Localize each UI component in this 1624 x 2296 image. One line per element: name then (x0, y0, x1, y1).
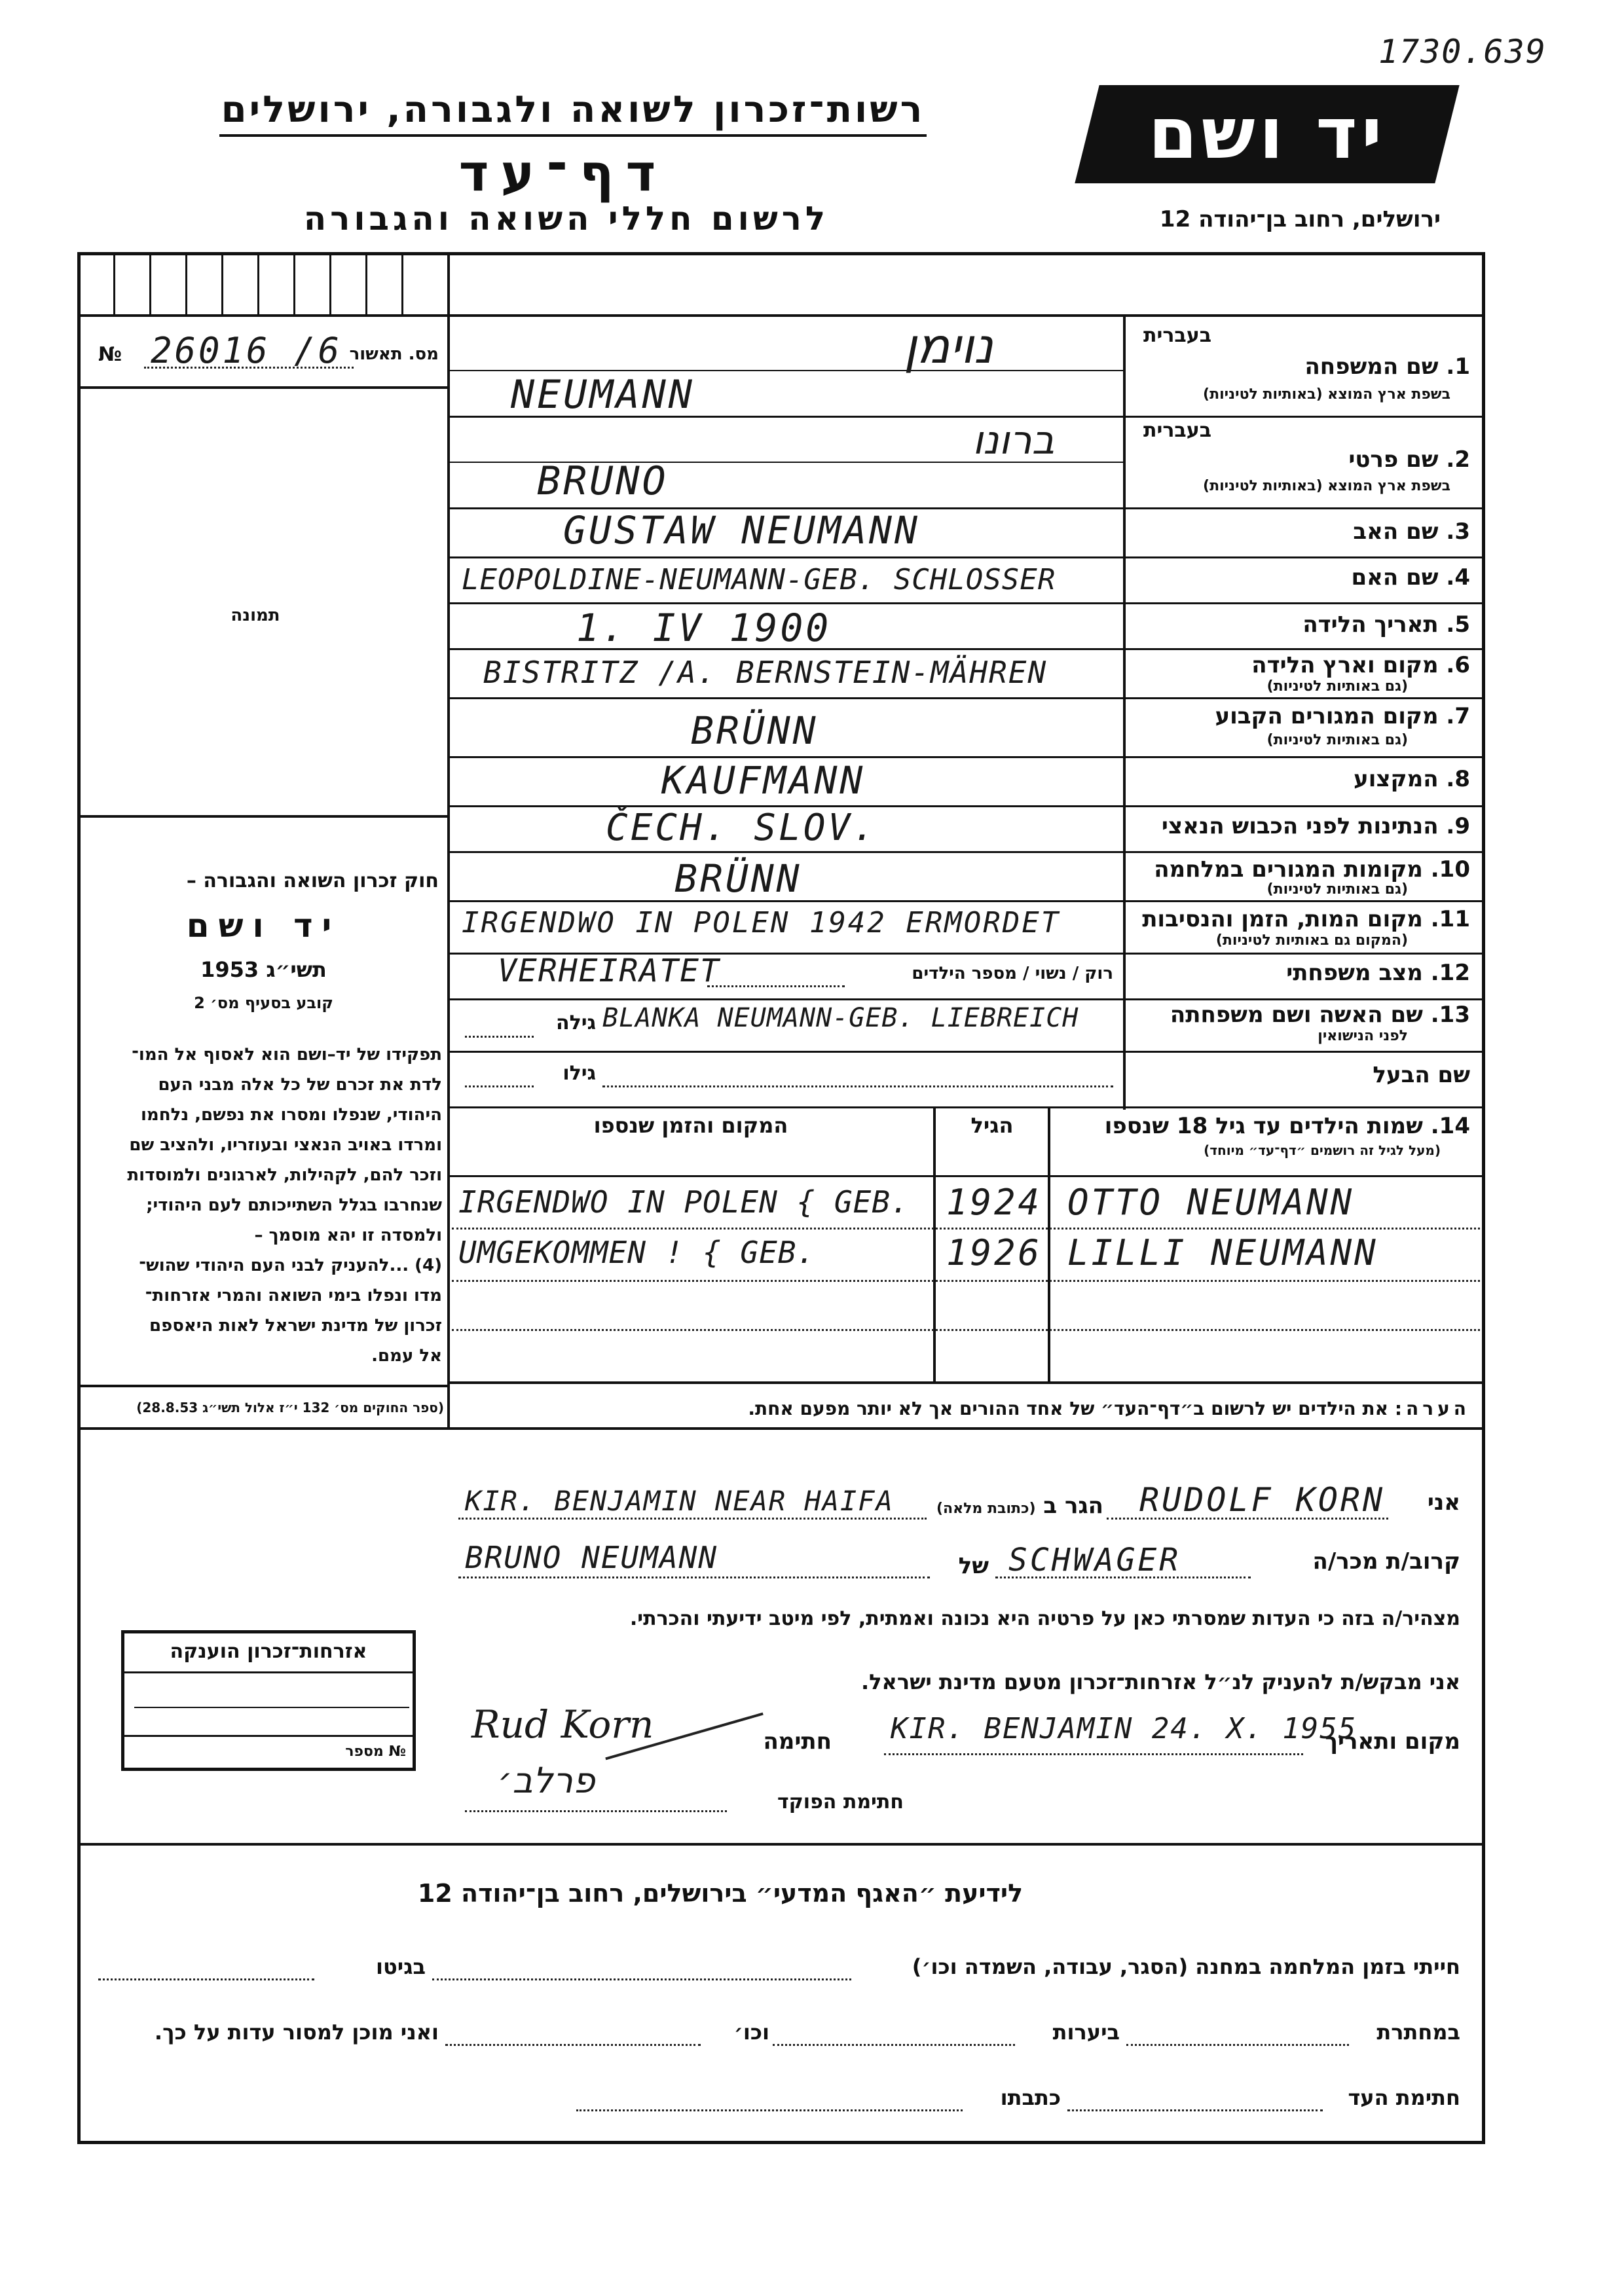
approval-label: מס. תאשור (349, 344, 439, 364)
field-1-number: 1. (1446, 354, 1470, 380)
field-6-number: 6. (1446, 652, 1470, 678)
residence-value[interactable]: BRÜNN (691, 708, 819, 753)
field-8-number: 8. (1446, 766, 1470, 792)
field-11-number: 11. (1430, 906, 1470, 932)
declarant-address-value[interactable]: KIR. BENJAMIN NEAR HAIFA (465, 1485, 894, 1517)
stamp-number-label (124, 1743, 406, 1760)
law-text-line: מדו ונפלו בימי השואה והמרי אזרחות־ (145, 1286, 442, 1305)
declaration-ani: אני (1427, 1489, 1460, 1516)
children-number: 14. (1430, 1113, 1470, 1139)
child-name-value[interactable]: OTTO NEUMANN (1067, 1182, 1355, 1223)
field-1-label-text: שם המשפחה (1304, 354, 1439, 380)
law-text-line: ומרדו באויב הנאצי ובעוזריו, ולהציב שם (129, 1135, 442, 1155)
death-place-value[interactable]: IRGENDWO IN POLEN 1942 ERMORDET (462, 906, 1061, 939)
field-11-label (1130, 906, 1470, 932)
authority-title: רשות־זכרון לשואה ולגבורה, ירושלים (221, 88, 925, 131)
husband-age-label: גילו (563, 1062, 596, 1085)
wife-name-value[interactable]: BLANKA NEUMANN-GEB. LIEBREICH (602, 1003, 1079, 1033)
law-text-line: (4) ...להעניק לבני העם היהודי שהוש־ (139, 1256, 442, 1275)
child-age-value[interactable]: 1924 (946, 1182, 1043, 1223)
children-title (1054, 1113, 1470, 1139)
place-date-value[interactable]: KIR. BENJAMIN 24. X. 1955 (891, 1712, 1357, 1745)
field-7-label (1130, 703, 1470, 729)
child-place-value[interactable]: UMGEKOMMEN ! { GEB. (458, 1235, 816, 1270)
field-5-number: 5. (1446, 611, 1470, 638)
bottom-line1-end: בגיטו (376, 1954, 426, 1979)
father-name-value[interactable]: GUSTAW NEUMANN (563, 508, 920, 553)
officer-signature-label: חתימת הפוקד (777, 1791, 904, 1813)
field-4-label (1130, 564, 1470, 591)
field-3-label (1130, 519, 1470, 545)
child-name-value[interactable]: LILLI NEUMANN (1067, 1232, 1378, 1273)
table-row (452, 1182, 1480, 1228)
child-age-value[interactable]: 1926 (946, 1232, 1043, 1273)
law-text-line: היהודי, שנפלו ומסרו את נפשם, נלחמו (140, 1105, 442, 1125)
note-label: הערה: (1394, 1398, 1470, 1419)
children-title-text: שמות הילדים עד גיל 18 שנספו (1104, 1113, 1423, 1139)
field-5-label-text: תאריך הלידה (1302, 611, 1439, 638)
nationality-value[interactable]: ČECH. SLOV. (606, 807, 877, 849)
surname-hebrew-value[interactable]: נוימן (904, 318, 993, 374)
memorial-citizenship-stamp-box (121, 1630, 416, 1771)
logo-text: יד ושם (1148, 93, 1386, 175)
field-1-prefix: בעברית (1143, 324, 1211, 347)
yad-vashem-logo (1087, 85, 1447, 183)
bottom-line3-start: חתימת העד (1348, 2085, 1460, 2110)
law-text-line: אל עמם. (371, 1346, 442, 1366)
of-label: של (958, 1553, 989, 1579)
field-11-sub: (המקום גם באותיות לטיניות) (1215, 932, 1408, 949)
field-7-sub: (גם באותיות לטיניות) (1266, 732, 1408, 748)
stamp-number-suffix: № (388, 1743, 406, 1760)
address-hint: (כתובת מלאה) (936, 1501, 1036, 1517)
relation-value[interactable]: SCHWAGER (1008, 1542, 1181, 1578)
table-row (452, 1232, 1480, 1278)
field-11-label-text: מקום המות, הזמן והנסיבות (1142, 906, 1423, 932)
birth-date-value[interactable]: 1. IV 1900 (576, 606, 832, 650)
first-name-hebrew-value[interactable]: ברונו (972, 418, 1055, 464)
bottom-line3-mid: כתבתו (1000, 2085, 1061, 2110)
field-12-label (1130, 960, 1470, 986)
approval-no-prefix: № (98, 343, 122, 366)
residing-label: הגר ב (1043, 1493, 1103, 1519)
law-text-line: זכרון של מדינת ישראל לאות היאספם (149, 1316, 442, 1336)
field-9-label-text: הנתינות לפני הכבוש הנאצי (1161, 813, 1439, 839)
field-10-label-text: מקומות המגורים במלחמה (1154, 856, 1423, 883)
field-10-sub: (גם באותיות לטיניות) (1266, 881, 1408, 898)
field-6-label-text: מקום וארץ הלידה (1251, 652, 1439, 678)
bottom-title: לידיעת ״האגף המדעי״ בירושלים, רחוב בן־יהודה 12 (417, 1879, 1024, 1908)
surname-value[interactable]: NEUMANN (511, 372, 695, 418)
marital-status-value[interactable]: VERHEIRATET (498, 953, 720, 989)
children-age-header: הגיל (970, 1113, 1014, 1138)
field-8-label-text: המקצוע (1354, 766, 1439, 792)
authority-underline (219, 134, 927, 137)
field-6-label (1130, 652, 1470, 678)
husband-label: שם הבעל (1373, 1062, 1470, 1088)
note-row (458, 1398, 1470, 1419)
field-6-sub: (גם באותיות לטיניות) (1266, 678, 1408, 695)
wartime-residence-value[interactable]: BRÜNN (674, 856, 802, 901)
law-text-line: לדת את זכרם של כל אלה מבני העם (158, 1075, 442, 1095)
bottom-line2-etc: וכו׳ (733, 2020, 769, 2045)
field-10-number: 10. (1430, 856, 1470, 883)
field-2-label (1130, 446, 1470, 473)
birth-place-value[interactable]: BISTRITZ /A. BERNSTEIN-MÄHREN (483, 655, 1048, 690)
stamp-box-title: אזרחות־זכרון הוענקה (170, 1640, 367, 1663)
profession-value[interactable]: KAUFMANN (661, 758, 866, 803)
law-year: תשי״ג 1953 (200, 957, 327, 982)
field-1-label (1130, 354, 1470, 380)
signature-text: Rud Korn (471, 1702, 654, 1747)
field-5-label (1130, 611, 1470, 638)
children-place-header: המקום והזמן שנספו (593, 1113, 788, 1138)
law-title: חוק זכרון השואה והגבורה – (186, 869, 439, 892)
law-text-line: וזכר להם, לקהילות, לארגונים ולמוסדות (127, 1165, 442, 1185)
mother-name-value[interactable]: LEOPOLDINE-NEUMANN-GEB. SCHLOSSER (462, 563, 1056, 596)
field-7-number: 7. (1446, 703, 1470, 729)
law-name: יד ושם (186, 907, 341, 945)
law-text (85, 1040, 442, 1371)
header-address: ירושלים, רחוב בן־יהודה 12 (1159, 206, 1441, 232)
bottom-line1-label: חייתי בזמן המלחמה במחנה (הסגר, עבודה, השמדה וכו׳) (912, 1954, 1460, 1979)
subject-name-value[interactable]: BRUNO NEUMANN (465, 1540, 718, 1575)
law-clause: קובע בסעיף מס׳ 2 (194, 994, 333, 1012)
field-13-sub: לפני הנישואין (1318, 1028, 1408, 1044)
field-2-number: 2. (1446, 446, 1470, 473)
law-text-line: ולמסדה זו יהא מוסמך – (254, 1226, 442, 1245)
relative-label: קרוב/ת מכר/ה (1312, 1548, 1460, 1575)
declaration-residing (930, 1493, 1103, 1519)
field-2-label-text: שם פרטי (1348, 446, 1439, 473)
officer-signature[interactable]: פרלב׳ (498, 1760, 595, 1801)
field-7-label-text: מקום המגורים הקבוע (1215, 703, 1439, 729)
law-text-line: שנחרבו בגלל השתייכותם לעם היהודי; (146, 1195, 442, 1215)
field-12-number: 12. (1430, 960, 1470, 986)
wife-age-label: גילה (556, 1011, 596, 1034)
field-9-label (1130, 813, 1470, 839)
field-10-label (1130, 856, 1470, 883)
field-13-number: 13. (1430, 1002, 1470, 1028)
field-12-label-text: מצב משפחתי (1286, 960, 1423, 986)
note-text: את הילדים יש לרשום ב״דף־העד״ של אחד ההורים אך לא יותר מפעם אחת. (748, 1398, 1389, 1419)
bottom-line2-mid: ביערות (1052, 2020, 1120, 2045)
declarant-name-value[interactable]: RUDOLF KORN (1139, 1481, 1386, 1519)
field-8-label (1130, 766, 1470, 792)
declaration-request: אני מבקש/ת להעניק לנ״ל אזרחות־זכרון מטעם מדינת ישראל. (861, 1669, 1460, 1694)
declaration-statement: מצהיר/ה בזה כי העדות שמסרתי כאן על פרטיה היא נכונה ואמתית, לפי מיטב ידיעתי והכרתי. (629, 1607, 1460, 1630)
field-4-number: 4. (1446, 564, 1470, 591)
approval-number-value: 26016 /6 (151, 330, 342, 371)
children-sub: (מעל לגיל זה רושמים ״דף־עד״ מיוחד) (1204, 1142, 1441, 1158)
law-source: (ספר החוקים מס׳ 132 י״ז אלול תשי״ג 28.8.53) (136, 1400, 444, 1415)
first-name-value[interactable]: BRUNO (537, 458, 669, 504)
signature[interactable] (458, 1689, 760, 1761)
field-12-sub: רוק / נשוי / מספר הילדים (912, 964, 1113, 983)
field-2-sub: בשפת ארץ המוצא (באותיות לטיניות) (1203, 478, 1450, 494)
field-2-prefix: בעברית (1143, 419, 1211, 442)
bottom-line2-end: ואני מוכן למסור עדות על כך. (154, 2020, 439, 2045)
field-4-label-text: שם האם (1351, 564, 1439, 591)
field-13-label (1130, 1002, 1470, 1028)
field-9-number: 9. (1446, 813, 1470, 839)
child-place-value[interactable]: IRGENDWO IN POLEN { GEB. (458, 1184, 910, 1220)
place-date-label: מקום ותאריך (1325, 1728, 1460, 1755)
law-text-line: תפקידו של יד–ושם הוא לאסוף אל המו־ (132, 1045, 442, 1065)
photo-label: תמונה (231, 606, 280, 625)
field-3-number: 3. (1446, 519, 1470, 545)
bottom-line2-start: במחתרת (1376, 2020, 1460, 2045)
field-1-sub: בשפת ארץ המוצא (באותיות לטיניות) (1203, 386, 1450, 403)
form-title: דף־עד (458, 144, 668, 203)
field-13-label-text: שם האשה ושם משפחתה (1170, 1002, 1423, 1028)
field-3-label-text: שם האב (1353, 519, 1439, 545)
stamp-number-text: מספר (345, 1743, 384, 1760)
signature-label: חתימה (763, 1728, 832, 1755)
archive-reference: 1730.639 (1378, 33, 1547, 71)
form-subtitle: לרשום חללי השואה והגבורה (303, 200, 830, 238)
